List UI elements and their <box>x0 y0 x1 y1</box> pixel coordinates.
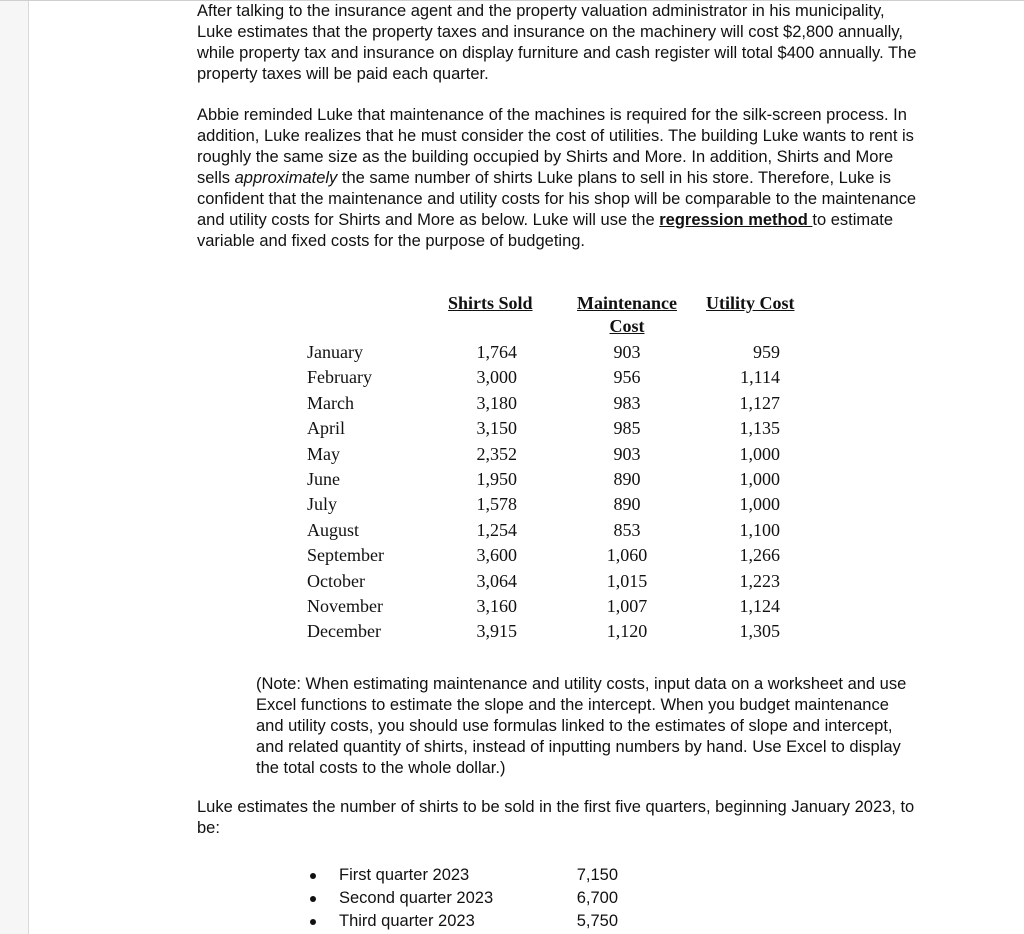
utility-cell: 1,114 <box>740 367 780 388</box>
quarter-estimate-list <box>0 864 1024 933</box>
month-cell: February <box>307 367 372 388</box>
utility-cell: 1,305 <box>739 621 780 642</box>
table-row <box>0 543 1024 568</box>
maintenance-cell: 903 <box>613 443 641 464</box>
shirts-cell: 3,000 <box>476 367 517 388</box>
paragraph-text: to estimate variable and fixed costs for the purpose of budgeting. <box>197 211 894 250</box>
maintenance-cell: 890 <box>613 494 641 515</box>
utility-cell: 1,124 <box>739 595 780 616</box>
header-utility-cost: Utility Cost <box>706 293 795 313</box>
shirts-cell: 3,064 <box>476 570 517 591</box>
emphasis-approximately: approximately <box>234 169 338 187</box>
month-cell: June <box>307 468 340 489</box>
quarter-value: 7,150 <box>576 866 618 884</box>
list-item <box>0 887 1024 910</box>
paragraph-insurance-estimate: After talking to the insurance agent and the property valuation administrator in his municipality, Luke estimates that the property taxes and insurance on the machinery will cost $2,800 annually, while property tax and insurance on display furniture and cash register will total $400 annually. The property taxes will be paid each quarter. <box>197 2 917 83</box>
shirts-cell: 3,150 <box>476 418 517 439</box>
list-item <box>0 864 1024 887</box>
header-maintenance-cost <box>568 292 686 338</box>
quarter-value: 6,700 <box>576 889 618 907</box>
month-cell: April <box>307 418 345 439</box>
shirts-cell: 2,352 <box>476 443 517 464</box>
maintenance-cell: 983 <box>613 392 641 413</box>
emphasis-regression-method: regression method <box>659 211 813 229</box>
maintenance-cell: 890 <box>613 468 641 489</box>
list-item <box>0 910 1024 933</box>
table-row <box>0 569 1024 594</box>
shirts-cell: 3,915 <box>476 621 517 642</box>
utility-cell: 959 <box>753 342 780 362</box>
table-row <box>0 365 1024 390</box>
paragraph-excel-note: (Note: When estimating maintenance and utility costs, input data on a worksheet and use Excel functions to estimate the slope and the intercept. When you budget maintenance and utility costs, you should use formulas linked to the estimates of slope and intercept, and related quantity of shirts, instead of inputting numbers by hand. Use Excel to display the total costs to the whole dollar.) <box>256 675 907 777</box>
utility-cell: 1,135 <box>739 418 780 439</box>
maintenance-cell: 903 <box>613 342 641 362</box>
maintenance-cell: 853 <box>613 519 641 540</box>
month-cell: March <box>307 392 354 413</box>
maintenance-cell: 1,015 <box>606 570 648 591</box>
utility-cell: 1,266 <box>739 545 780 566</box>
shirts-cell: 1,764 <box>476 342 517 362</box>
utility-cell: 1,100 <box>739 519 780 540</box>
header-maintenance-line1: Maintenance <box>577 293 677 313</box>
maintenance-cell: 985 <box>613 418 641 439</box>
maintenance-cell: 1,007 <box>606 595 648 616</box>
month-cell: May <box>307 443 340 464</box>
shirts-cell: 1,578 <box>476 494 517 515</box>
table-row <box>0 619 1024 644</box>
utility-cell: 1,000 <box>739 443 780 464</box>
utility-cell: 1,000 <box>739 494 780 515</box>
maintenance-cell: 1,060 <box>606 545 648 566</box>
shirts-cell: 3,160 <box>476 595 517 616</box>
table-row <box>0 518 1024 543</box>
paragraph-text: the same number of shirts Luke plans to sell in his store. Therefore, Luke is confident that the maintenance and utility costs for his shop will be comparable to the maintenance and utility costs for Shirts and More as below. Luke will use the <box>197 169 917 229</box>
table-row <box>0 594 1024 619</box>
shirts-cell: 3,600 <box>476 545 517 566</box>
month-cell: November <box>307 595 383 616</box>
paragraph-quarter-estimate-intro: Luke estimates the number of shirts to be sold in the first five quarters, beginning January 2023, to be: <box>197 798 915 837</box>
month-cell: December <box>307 621 381 642</box>
header-shirts-sold: Shirts Sold <box>448 293 533 313</box>
month-cell: October <box>307 570 365 591</box>
quarter-label: First quarter 2023 <box>339 866 470 884</box>
bullet-icon <box>310 873 316 879</box>
month-cell: September <box>307 545 384 566</box>
shirts-cell: 3,180 <box>476 392 517 413</box>
table-row <box>0 442 1024 467</box>
month-cell: July <box>307 494 338 515</box>
quarter-label: Second quarter 2023 <box>339 889 494 907</box>
cost-data-table <box>0 340 1024 645</box>
shirts-cell: 1,950 <box>476 468 517 489</box>
month-cell: January <box>307 342 363 362</box>
maintenance-cell: 956 <box>613 367 641 388</box>
utility-cell: 1,127 <box>739 392 780 413</box>
table-row <box>0 416 1024 441</box>
paragraph-maintenance-utilities <box>197 105 917 252</box>
bullet-icon <box>310 919 316 925</box>
shirts-cell: 1,254 <box>476 519 517 540</box>
utility-cell: 1,000 <box>739 468 780 489</box>
table-row <box>0 467 1024 492</box>
month-cell: August <box>307 519 360 540</box>
table-row <box>0 391 1024 416</box>
maintenance-cell: 1,120 <box>606 621 648 642</box>
utility-cell: 1,223 <box>739 570 780 591</box>
table-row <box>0 492 1024 517</box>
quarter-value: 5,750 <box>576 912 618 930</box>
paragraph-text: Abbie reminded Luke that maintenance of the machines is required for the silk-screen process. In addition, Luke realizes that he must consider the cost of utilities. The building Luke wants to rent is roughly the same size as the building occupied by Shirts and More. In addition, Shirts and More sells <box>197 106 914 187</box>
header-maintenance-line2: Cost <box>609 316 645 336</box>
quarter-label: Third quarter 2023 <box>339 912 475 930</box>
bullet-icon <box>310 896 316 902</box>
table-row <box>0 340 1024 365</box>
